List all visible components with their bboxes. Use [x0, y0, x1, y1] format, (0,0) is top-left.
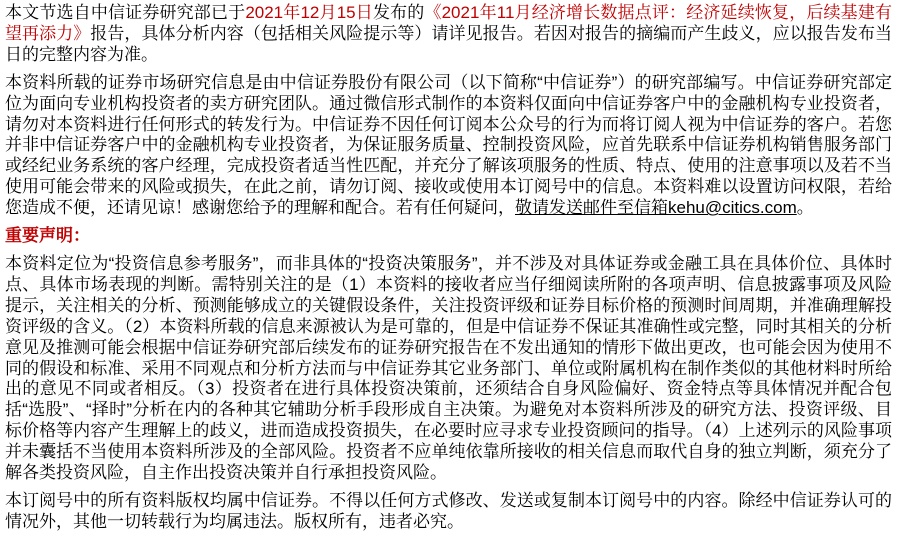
- report-source-mid-text: 发布的: [372, 3, 425, 22]
- important-notice-heading: 重要声明：: [5, 226, 90, 246]
- audience-disclaimer-paragraph: [5, 73, 892, 219]
- contact-email-link[interactable]: 敬请发送邮件至信箱kehu@citics.com: [515, 198, 797, 218]
- report-title: 《2021年11月经济增长数据点评：经济延续恢复，后续基建有望再添力》: [5, 3, 893, 43]
- audience-disclaimer-text: 本资料所载的证券市场研究信息是由中信证券股份有限公司（以下简称“中信证券”）的研究部编写。中信证券研究部定位为面向专业机构投资者的卖方研究团队。通过微信形式制作的本资料仅面向中信证券客户中的金融机构专业投资者，请勿对本资料进行任何形式的转发行为。中信证券不因任何订阅本公众号的行为而将订阅人视为中信证券的客户。若您并非中信证券客户中的金融机构专业投资者，为保证服务质量、控制投资风险，应首先联系中信证券机构销售服务部门或经纪业务系统的客户经理，完成投资者适当性匹配，并充分了解该项服务的性质、特点、使用的注意事项以及若不当使用可能会带来的风险或损失，在此之前，请勿订阅、接收或使用本订阅号中的信息。本资料难以设置访问权限，若给您造成不便，还请见谅！感谢您给予的理解和配合。若有任何疑问，: [5, 72, 892, 218]
- report-source-tail-text: 报告，具体分析内容（包括相关风险提示等）请详见报告。若因对报告的摘编而产生歧义，应以报告发布当日的完整内容为准。: [5, 23, 893, 64]
- report-source-lead-text: 本文节选自中信证券研究部已于: [5, 3, 246, 22]
- important-statement-paragraph: 本资料定位为“投资信息参考服务”，而非具体的“投资决策服务”，并不涉及对具体证券或金融工具在具体价位、具体时点、具体市场表现的判断。需特别关注的是（1）本资料的接收者应当仔细阅读所附的各项声明、信息披露事项及风险提示，关注相关的分析、预测能够成立的关键假设条件，关注投资评级和证券目标价格的预测时间周期，并准确理解投资评级的含义。（2）本资料所载的信息来源被认为是可靠的，但是中信证券不保证其准确性或完整，同时其相关的分析意见及推测可能会根据中信证券研究部后续发布的证券研究报告在不发出通知的情形下做出更改，也可能会因为使用不同的假设和标准、采用不同观点和分析方法而与中信证券其它业务部门、单位或附属机构在制作类似的其他材料时所给出的意见不同或者相反。（3）投资者在进行具体投资决策前，还须结合自身风险偏好、资金特点等具体情况并配合包括“选股”、“择时”分析在内的各种其它辅助分析手段形成自主决策。为避免对本资料所涉及的研究方法、投资评级、目标价格等内容产生理解上的歧义，进而造成投资损失，在必要时应寻求专业投资顾问的指导。（4）上述列示的风险事项并未囊括不当使用本资料所涉及的全部风险。投资者不应单纯依靠所接收的相关信息而取代自身的独立判断，须充分了解各类投资风险，自主作出投资决策并自行承担投资风险。: [5, 253, 892, 483]
- report-source-paragraph: [5, 3, 892, 66]
- report-publish-date: 2021年12月15日: [245, 3, 373, 22]
- audience-disclaimer-period: 。: [796, 198, 814, 218]
- copyright-paragraph: 本订阅号中的所有资料版权均属中信证券。不得以任何方式修改、发送或复制本订阅号中的内容。除经中信证券认可的情况外，其他一切转载行为均属违法。版权所有，违者必究。: [5, 490, 892, 531]
